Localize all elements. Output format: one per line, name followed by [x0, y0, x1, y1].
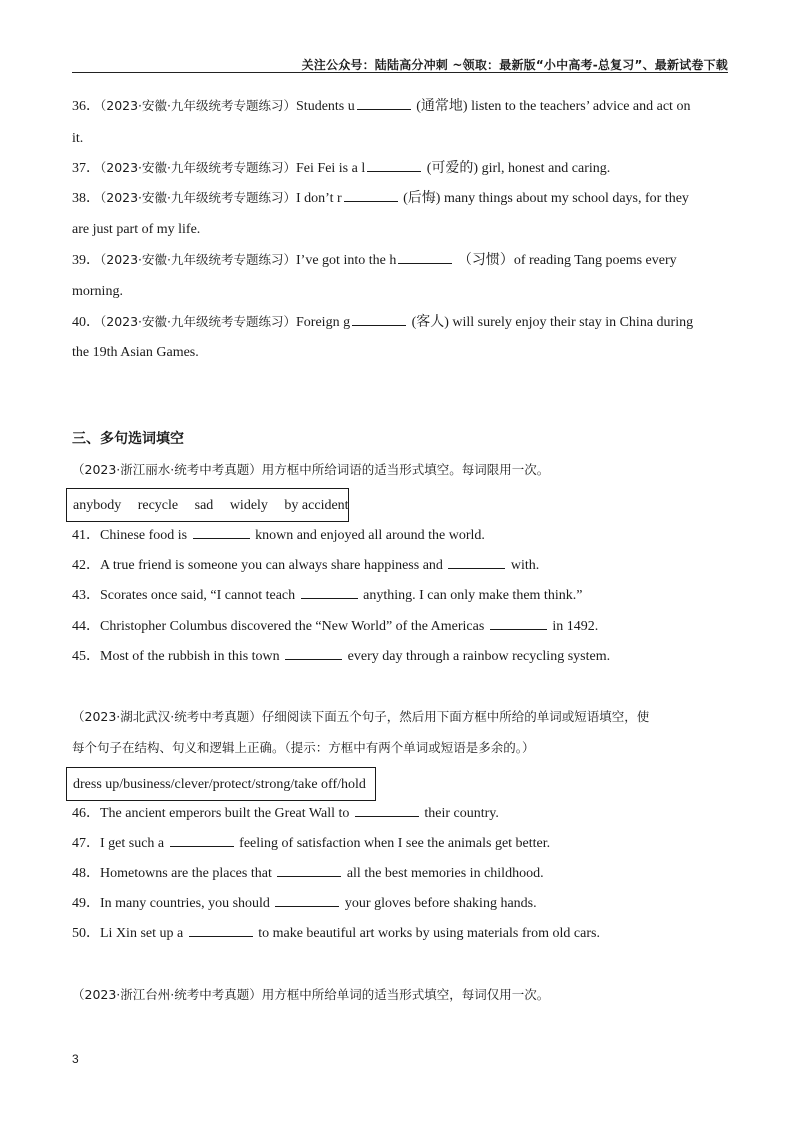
question-42: 42．A true friend is someone you can always share happiness and with.	[72, 558, 540, 573]
word-box-item: recycle	[137, 498, 179, 513]
word-box-item: anybody	[73, 498, 122, 513]
answer-blank[interactable]	[301, 586, 358, 599]
answer-blank[interactable]	[357, 97, 411, 110]
question-40-cont: the 19th Asian Games.	[72, 345, 199, 360]
question-36: 36．（2023·安徽·九年级统考专题练习）Students u (通常地) listen to the teachers’ advice and act on	[72, 98, 691, 114]
word-box-item: sad	[194, 498, 214, 513]
group1-instruction: （2023·浙江丽水·统考中考真题）用方框中所给词语的适当形式填空。每词限用一次。	[72, 462, 550, 477]
word-box-item: by accident	[284, 498, 349, 513]
word-box-item: widely	[229, 498, 268, 513]
page-number: 3	[72, 1052, 79, 1066]
header-rule	[72, 72, 728, 73]
question-41: 41．Chinese food is known and enjoyed all around the world.	[72, 528, 485, 543]
question-38: 38．（2023·安徽·九年级统考专题练习）I don’t r (后悔) many things about my school days, for they	[72, 190, 689, 206]
question-39-cont: morning.	[72, 284, 123, 299]
answer-blank[interactable]	[170, 834, 234, 847]
question-48: 48．Hometowns are the places that all the best memories in childhood.	[72, 866, 544, 881]
answer-blank[interactable]	[193, 526, 250, 539]
question-46: 46．The ancient emperors built the Great Wall to their country.	[72, 806, 499, 821]
question-44: 44．Christopher Columbus discovered the “New World” of the Americas in 1492.	[72, 619, 599, 634]
question-43: 43．Scorates once said, “I cannot teach anything. I can only make them think.”	[72, 588, 583, 603]
question-36-cont: it.	[72, 131, 84, 146]
page-header: 关注公众号：陆陆高分冲刺 ~领取：最新版“小中高考-总复习”、最新试卷下载	[301, 58, 728, 72]
answer-blank[interactable]	[344, 189, 398, 202]
answer-blank[interactable]	[277, 864, 341, 877]
group2-instruction-line2: 每个句子在结构、句义和逻辑上正确。（提示：方框中有两个单词或短语是多余的。）	[72, 740, 535, 755]
question-49: 49．In many countries, you should your gloves before shaking hands.	[72, 896, 537, 911]
group3-instruction: （2023·浙江台州·统考中考真题）用方框中所给单词的适当形式填空，每词仅用一次。	[72, 987, 550, 1002]
question-39: 39．（2023·安徽·九年级统考专题练习）I’ve got into the h （习惯）of reading Tang poems every	[72, 252, 677, 268]
word-box: dress up/business/clever/protect/strong/take off/hold	[66, 767, 376, 801]
answer-blank[interactable]	[285, 647, 342, 660]
question-38-cont: are just part of my life.	[72, 222, 201, 237]
answer-blank[interactable]	[367, 159, 421, 172]
section-title: 三、多句选词填空	[72, 431, 184, 447]
question-50: 50．Li Xin set up a to make beautiful art works by using materials from old cars.	[72, 926, 600, 941]
answer-blank[interactable]	[398, 251, 452, 264]
question-45: 45．Most of the rubbish in this town every day through a rainbow recycling system.	[72, 649, 611, 664]
group2-instruction-line1: （2023·湖北武汉·统考中考真题）仔细阅读下面五个句子，然后用下面方框中所给的单词或短语填空，使	[72, 709, 650, 724]
question-37: 37．（2023·安徽·九年级统考专题练习）Fei Fei is a l (可爱的) girl, honest and caring.	[72, 160, 611, 176]
answer-blank[interactable]	[490, 617, 547, 630]
answer-blank[interactable]	[275, 894, 339, 907]
word-box	[66, 488, 349, 522]
question-40: 40．（2023·安徽·九年级统考专题练习）Foreign g (客人) will surely enjoy their stay in China during	[72, 314, 694, 330]
answer-blank[interactable]	[189, 924, 253, 937]
answer-blank[interactable]	[448, 556, 505, 569]
answer-blank[interactable]	[352, 313, 406, 326]
answer-blank[interactable]	[355, 804, 419, 817]
question-47: 47．I get such a feeling of satisfaction when I see the animals get better.	[72, 836, 551, 851]
